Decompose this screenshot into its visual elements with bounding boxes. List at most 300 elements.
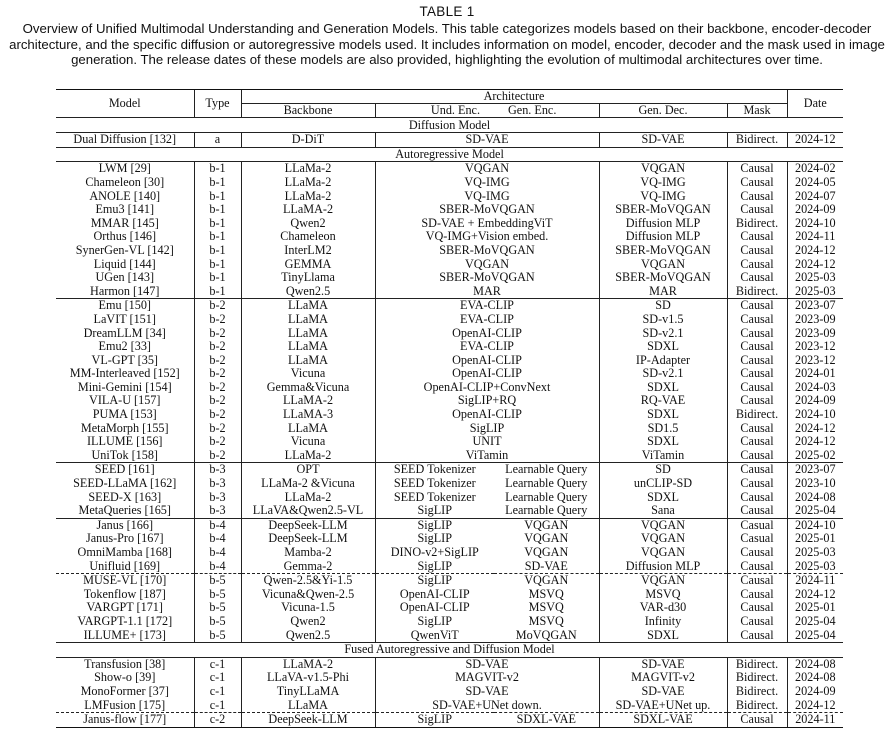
date-cell: 2023-09 — [787, 313, 843, 327]
gen-enc-cell: VQGAN — [524, 545, 569, 559]
type-cell: b-1 — [194, 189, 241, 203]
table-row — [56, 176, 843, 190]
date-cell: 2024-09 — [787, 685, 843, 699]
table-row — [56, 408, 843, 422]
date-cell: 2024-08 — [787, 657, 843, 671]
gen-dec-cell: SD-v2.1 — [599, 367, 727, 381]
und-enc-cell: SigLIP — [375, 532, 494, 546]
date-cell: 2025-02 — [787, 449, 843, 463]
model-cell: ILLUME [156] — [87, 435, 163, 449]
und-enc-cell: SEED Tokenizer — [375, 490, 494, 504]
date-cell: 2024-12 — [787, 698, 843, 712]
model-cell: SEED [161] — [56, 463, 194, 477]
type-cell: b-5 — [194, 601, 241, 615]
type-cell: b-2 — [194, 354, 241, 368]
date-cell: 2024-12 — [787, 133, 843, 148]
encoder-cell: SD-VAE — [375, 657, 599, 671]
mask-cell: Causal — [727, 463, 787, 477]
mask-cell: Causal — [727, 230, 787, 244]
encoder-cell: SD-VAE + EmbeddingViT — [375, 217, 599, 231]
mask-cell: Bidirect. — [727, 217, 787, 231]
gen-dec-cell: VQGAN — [599, 518, 727, 532]
gen-enc-cell: VQGAN — [494, 574, 599, 588]
gen-dec-cell: Sana — [599, 504, 727, 518]
gen-dec-cell: SD-VAE — [599, 685, 727, 699]
date-cell: 2024-08 — [787, 671, 843, 685]
date-cell: 2023-12 — [787, 340, 843, 354]
mask-cell: Bidirect. — [727, 408, 787, 422]
gen-enc-cell: Learnable Query — [494, 463, 599, 477]
backbone-cell: DeepSeek-LLM — [241, 712, 375, 727]
backbone-cell: LLaMA-2 — [241, 203, 375, 217]
date-cell: 2024-12 — [787, 421, 843, 435]
table-row — [56, 671, 843, 685]
type-cell: b-4 — [194, 532, 241, 546]
gen-dec-cell: SBER-MoVQGAN — [599, 203, 727, 217]
mask-cell: Bidirect. — [727, 698, 787, 712]
model-cell: SEED-X [163] — [88, 490, 162, 504]
und-enc-cell: SEED Tokenizer — [375, 477, 494, 491]
table-row — [56, 421, 843, 435]
und-enc-cell: OpenAI-CLIP — [375, 588, 494, 602]
backbone-cell: LLaMA — [241, 354, 375, 368]
table-row — [56, 712, 843, 727]
model-cell: MUSE-VL [170] — [56, 574, 194, 588]
gen-enc-cell: Learnable Query — [505, 490, 588, 504]
date-cell: 2025-04 — [787, 615, 843, 629]
gen-dec-cell: IP-Adapter — [599, 354, 727, 368]
und-enc-cell: SigLIP — [375, 615, 494, 629]
mask-cell: Causal — [727, 490, 787, 504]
date-cell: 2025-03 — [787, 559, 843, 573]
header-gen-enc: Gen. Enc. — [508, 103, 557, 118]
gen-dec-cell: SDXL — [599, 628, 727, 642]
gen-dec-cell: VQ-IMG — [599, 189, 727, 203]
gen-dec-cell: SD-VAE+UNet up. — [599, 698, 727, 712]
type-cell: b-2 — [194, 340, 241, 354]
und-enc-cell: OpenAI-CLIP — [375, 601, 494, 615]
mask-cell: Causal — [727, 546, 787, 560]
table-row — [56, 449, 843, 463]
gen-dec-cell: SDXL — [599, 435, 727, 449]
encoder-cell: EVA-CLIP — [375, 340, 599, 354]
date-cell: 2025-01 — [787, 601, 843, 615]
mask-cell: Casual — [727, 532, 787, 546]
model-cell: Liquid [144] — [93, 257, 156, 271]
date-cell: 2024-10 — [787, 518, 843, 532]
model-cell: SEED-LLaMA [162] — [73, 476, 177, 491]
mask-cell: Causal — [727, 559, 787, 573]
gen-enc-cell: Learnable Query — [505, 476, 588, 491]
type-cell: b-2 — [194, 381, 241, 395]
gen-enc-cell: MSVQ — [528, 587, 564, 601]
model-cell: Transfusion [38] — [56, 657, 194, 671]
mask-cell: Causal — [727, 394, 787, 408]
mask-cell: Causal — [727, 504, 787, 518]
type-cell: b-1 — [194, 257, 241, 271]
table-row — [56, 463, 843, 477]
backbone-cell: Qwen2 — [241, 217, 375, 231]
backbone-cell: Qwen2.5 — [241, 628, 375, 642]
backbone-cell: LLaMA — [241, 326, 375, 340]
table-row — [56, 532, 843, 546]
backbone-cell: LLaMA-2 — [241, 394, 375, 408]
date-cell: 2024-12 — [787, 435, 843, 449]
date-cell: 2024-12 — [787, 244, 843, 258]
mask-cell: Bidirect. — [727, 671, 787, 685]
mask-cell: Causal — [727, 271, 787, 285]
model-cell: VARGPT [171] — [86, 601, 163, 615]
gen-dec-cell: unCLIP-SD — [599, 477, 727, 491]
mask-cell: Causal — [727, 421, 787, 435]
und-enc-cell: SEED Tokenizer — [375, 463, 494, 477]
table-row — [56, 628, 843, 642]
gen-dec-cell: RQ-VAE — [599, 394, 727, 408]
model-cell: Tokenflow [187] — [83, 587, 166, 601]
date-cell: 2024-09 — [787, 203, 843, 217]
mask-cell: Causal — [727, 381, 787, 395]
type-cell: c-1 — [194, 657, 241, 671]
model-cell: Janus-flow [177] — [56, 712, 194, 727]
backbone-cell: LLaVA-v1.5-Phi — [241, 671, 375, 685]
type-cell: c-2 — [194, 712, 241, 727]
encoder-cell: VQ-IMG — [375, 189, 599, 203]
gen-dec-cell: SDXL-VAE — [599, 712, 727, 727]
model-cell: Show-o [39] — [94, 671, 156, 685]
mask-cell: Causal — [727, 189, 787, 203]
model-cell: Emu2 [33] — [98, 339, 151, 354]
mask-cell: Causal — [727, 601, 787, 615]
model-cell: MetaQueries [165] — [78, 504, 171, 518]
table-row — [56, 162, 843, 176]
und-enc-cell: SigLIP — [375, 504, 494, 518]
type-cell: b-5 — [194, 574, 241, 588]
mask-cell: Causal — [727, 299, 787, 313]
header-model: Model — [56, 90, 194, 118]
mask-cell: Bidirect. — [727, 133, 787, 148]
header-mask: Mask — [727, 104, 787, 118]
backbone-cell: TinyLLaMA — [241, 685, 375, 699]
model-cell: MonoFormer [37] — [80, 684, 169, 698]
table-row — [56, 698, 843, 712]
backbone-cell: GEMMA — [241, 257, 375, 271]
backbone-cell: Vicuna-1.5 — [241, 601, 375, 615]
type-cell: c-1 — [194, 698, 241, 712]
und-enc-cell: SigLIP — [375, 712, 494, 727]
type-cell: b-4 — [194, 559, 241, 573]
gen-dec-cell: SDXL — [599, 408, 727, 422]
model-cell: VL-GPT [35] — [91, 353, 158, 367]
gen-dec-cell: SD-v2.1 — [599, 326, 727, 340]
gen-dec-cell: VAR-d30 — [599, 601, 727, 615]
date-cell: 2023-10 — [787, 477, 843, 491]
section-title: Fused Autoregressive and Diffusion Model — [56, 642, 843, 657]
date-cell: 2024-12 — [787, 588, 843, 602]
backbone-cell: OPT — [241, 463, 375, 477]
type-cell: b-3 — [194, 504, 241, 518]
backbone-cell: LLaMA-2 — [241, 657, 375, 671]
table-row — [56, 435, 843, 449]
date-cell: 2023-09 — [787, 326, 843, 340]
gen-dec-cell: Infinity — [599, 615, 727, 629]
model-cell: PUMA [153] — [92, 407, 157, 422]
model-cell: UGen [143] — [95, 270, 155, 285]
header-row-1 — [56, 90, 843, 104]
gen-dec-cell: ViTamin — [599, 449, 727, 463]
table-row — [56, 271, 843, 285]
gen-dec-cell: Diffusion MLP — [599, 559, 727, 573]
date-cell: 2024-08 — [787, 490, 843, 504]
gen-enc-cell: MSVQ — [528, 601, 564, 615]
mask-cell: Causal — [727, 367, 787, 381]
gen-dec-cell: SDXL — [599, 340, 727, 354]
backbone-cell: LLaMA-3 — [241, 408, 375, 422]
type-cell: b-3 — [194, 463, 241, 477]
type-cell: b-4 — [194, 546, 241, 560]
table-row — [56, 230, 843, 244]
mask-cell: Causal — [727, 354, 787, 368]
mask-cell: Causal — [727, 477, 787, 491]
date-cell: 2025-04 — [787, 628, 843, 642]
type-cell: b-1 — [194, 244, 241, 258]
mask-cell: Causal — [727, 574, 787, 588]
date-cell: 2024-01 — [787, 367, 843, 381]
gen-dec-cell: VQGAN — [599, 532, 727, 546]
table-row — [56, 367, 843, 381]
type-cell: b-2 — [194, 449, 241, 463]
gen-dec-cell: Diffusion MLP — [599, 217, 727, 231]
mask-cell: Causal — [727, 326, 787, 340]
model-cell: MMAR [145] — [90, 216, 159, 230]
gen-dec-cell: SBER-MoVQGAN — [599, 271, 727, 285]
encoder-cell: OpenAI-CLIP — [375, 408, 599, 422]
backbone-cell: Vicuna&Qwen-2.5 — [241, 588, 375, 602]
model-cell: Unifluid [169] — [89, 559, 161, 573]
gen-dec-cell: SDXL — [599, 381, 727, 395]
type-cell: b-2 — [194, 367, 241, 381]
encoder-cell: OpenAI-CLIP — [375, 367, 599, 381]
date-cell: 2024-12 — [787, 257, 843, 271]
type-cell: b-1 — [194, 271, 241, 285]
mask-cell: Causal — [727, 588, 787, 602]
und-enc-cell: SigLIP — [375, 518, 494, 532]
type-cell: b-2 — [194, 435, 241, 449]
table-row — [56, 244, 843, 258]
table-row — [56, 299, 843, 313]
backbone-cell: Qwen-2.5&Yi-1.5 — [241, 574, 375, 588]
backbone-cell: LLaMa-2 &Vicuna — [241, 477, 375, 491]
encoder-cell: SD-VAE+UNet down. — [375, 698, 599, 712]
date-cell: 2024-11 — [787, 712, 843, 727]
type-cell: b-1 — [194, 217, 241, 231]
model-cell: LaVIT [151] — [93, 312, 156, 326]
backbone-cell: Gemma-2 — [241, 559, 375, 573]
model-cell: Janus [166] — [56, 518, 194, 532]
mask-cell: Causal — [727, 244, 787, 258]
header-architecture: Architecture — [241, 90, 787, 104]
mask-cell: Causal — [727, 313, 787, 327]
encoder-cell: ViTamin — [375, 449, 599, 463]
gen-enc-cell: VQGAN — [494, 518, 599, 532]
backbone-cell: Qwen2 — [241, 615, 375, 629]
date-cell: 2024-11 — [787, 574, 843, 588]
gen-dec-cell: MAGVIT-v2 — [599, 671, 727, 685]
table-row — [56, 546, 843, 560]
backbone-cell: LLaMA — [241, 421, 375, 435]
encoder-cell: SigLIP+RQ — [375, 394, 599, 408]
mask-cell: Bidirect. — [727, 685, 787, 699]
encoder-cell: SigLIP — [375, 421, 599, 435]
table-row — [56, 133, 843, 148]
table-row — [56, 340, 843, 354]
models-table — [56, 89, 843, 728]
gen-dec-cell: SD-VAE — [599, 133, 727, 148]
date-cell: 2024-07 — [787, 189, 843, 203]
mask-cell: Causal — [727, 449, 787, 463]
type-cell: b-2 — [194, 408, 241, 422]
backbone-cell: LLaMA — [241, 340, 375, 354]
type-cell: b-1 — [194, 162, 241, 176]
type-cell: c-1 — [194, 685, 241, 699]
backbone-cell: LLaMa-2 — [241, 162, 375, 176]
date-cell: 2023-07 — [787, 299, 843, 313]
type-cell: b-1 — [194, 176, 241, 190]
gen-dec-cell: SD1.5 — [599, 421, 727, 435]
backbone-cell: LLaMa-2 — [241, 176, 375, 190]
date-cell: 2024-10 — [787, 217, 843, 231]
model-cell: Emu [150] — [56, 299, 194, 313]
backbone-cell: LLaMa-2 — [241, 490, 375, 504]
gen-enc-cell: SD-VAE — [524, 559, 568, 573]
model-cell: Chameleon [30] — [85, 175, 165, 189]
model-cell: Janus-Pro [167] — [85, 532, 164, 546]
gen-dec-cell: Diffusion MLP — [599, 230, 727, 244]
gen-dec-cell: VQGAN — [599, 546, 727, 560]
model-cell: ANOLE [140] — [89, 189, 161, 203]
type-cell: b-1 — [194, 285, 241, 299]
backbone-cell: LLaMA — [241, 299, 375, 313]
table-row — [56, 657, 843, 671]
gen-dec-cell: VQ-IMG — [599, 176, 727, 190]
header-date: Date — [787, 90, 843, 118]
model-cell: OmniMamba [168] — [77, 545, 172, 559]
date-cell: 2023-07 — [787, 463, 843, 477]
header-und-enc: Und. Enc. — [375, 104, 494, 118]
encoder-cell: OpenAI-CLIP+ConvNext — [375, 381, 599, 395]
gen-dec-cell: VQGAN — [599, 574, 727, 588]
backbone-cell: Vicuna — [241, 367, 375, 381]
encoder-cell: SD-VAE — [375, 685, 599, 699]
table-caption: Overview of Unified Multimodal Understanding and Generation Models. This table categorizes models based on their backbone, encoder-decoder architecture, and the specific diffusion or autoregressive models used. It includes information on model, encoder, decoder and the mask used in image generation. The release dates of these models are also provided, highlighting the evolution of multimodal architectures over time. — [9, 21, 885, 68]
encoder-cell: SBER-MoVQGAN — [375, 244, 599, 258]
type-cell: b-5 — [194, 588, 241, 602]
encoder-cell: SBER-MoVQGAN — [375, 271, 599, 285]
table-row — [56, 257, 843, 271]
mask-cell: Causal — [727, 712, 787, 727]
backbone-cell: TinyLlama — [241, 271, 375, 285]
model-cell: MM-Interleaved [152] — [69, 367, 180, 381]
model-cell: ILLUME+ [173] — [83, 628, 166, 642]
table-row — [56, 559, 843, 573]
type-cell: c-1 — [194, 671, 241, 685]
gen-dec-cell: SD-VAE — [599, 657, 727, 671]
table-row — [56, 615, 843, 629]
date-cell: 2024-02 — [787, 162, 843, 176]
section-header — [56, 642, 843, 657]
backbone-cell: LLaMA — [241, 698, 375, 712]
mask-cell: Causal — [727, 435, 787, 449]
encoder-cell: VQ-IMG — [375, 176, 599, 190]
date-cell: 2025-03 — [787, 546, 843, 560]
gen-dec-cell: SDXL — [599, 490, 727, 504]
encoder-cell: MAGVIT-v2 — [375, 671, 599, 685]
date-cell: 2025-01 — [787, 532, 843, 546]
encoder-cell: VQ-IMG+Vision embed. — [375, 230, 599, 244]
table-body — [56, 118, 843, 727]
table-row — [56, 601, 843, 615]
type-cell: b-1 — [194, 203, 241, 217]
und-enc-cell: QwenViT — [375, 628, 494, 642]
date-cell: 2025-03 — [787, 285, 843, 299]
table-row — [56, 285, 843, 299]
gen-dec-cell: SD — [599, 299, 727, 313]
model-cell: LWM [29] — [56, 162, 194, 176]
type-cell: b-4 — [194, 518, 241, 532]
type-cell: b-2 — [194, 313, 241, 327]
mask-cell: Causal — [727, 176, 787, 190]
backbone-cell: LLaMA — [241, 313, 375, 327]
model-cell: DreamLLM [34] — [83, 326, 166, 340]
model-cell: MetaMorph [155] — [80, 421, 169, 435]
encoder-cell: SBER-MoVQGAN — [375, 203, 599, 217]
table-row — [56, 381, 843, 395]
type-cell: b-2 — [194, 326, 241, 340]
type-cell: b-2 — [194, 421, 241, 435]
gen-enc-cell: SDXL-VAE — [494, 712, 599, 727]
date-cell: 2024-09 — [787, 394, 843, 408]
table-row — [56, 394, 843, 408]
model-cell: Orthus [146] — [93, 230, 157, 244]
table-row — [56, 504, 843, 518]
mask-cell: Bidirect. — [727, 657, 787, 671]
date-cell: 2025-04 — [787, 504, 843, 518]
encoder-cell: OpenAI-CLIP — [375, 354, 599, 368]
type-cell: a — [194, 133, 241, 148]
type-cell: b-2 — [194, 299, 241, 313]
section-header — [56, 118, 843, 133]
type-cell: b-1 — [194, 230, 241, 244]
backbone-cell: Mamba-2 — [241, 546, 375, 560]
model-cell: VILA-U [157] — [89, 394, 161, 408]
gen-dec-cell: SBER-MoVQGAN — [599, 244, 727, 258]
backbone-cell: Qwen2.5 — [241, 285, 375, 299]
gen-enc-cell: Learnable Query — [505, 504, 588, 518]
mask-cell: Bidirect. — [727, 285, 787, 299]
model-cell: Emu3 [141] — [95, 202, 155, 217]
encoder-cell: UNIT — [375, 435, 599, 449]
header-gen-dec: Gen. Dec. — [599, 104, 727, 118]
mask-cell: Causal — [727, 162, 787, 176]
mask-cell: Causal — [727, 628, 787, 642]
table-row — [56, 189, 843, 203]
encoder-cell: SD-VAE — [375, 133, 599, 148]
type-cell: b-3 — [194, 490, 241, 504]
table-row — [56, 490, 843, 504]
gen-dec-cell: VQGAN — [599, 162, 727, 176]
gen-dec-cell: VQGAN — [599, 257, 727, 271]
date-cell: 2024-05 — [787, 176, 843, 190]
encoder-cell: EVA-CLIP — [375, 313, 599, 327]
